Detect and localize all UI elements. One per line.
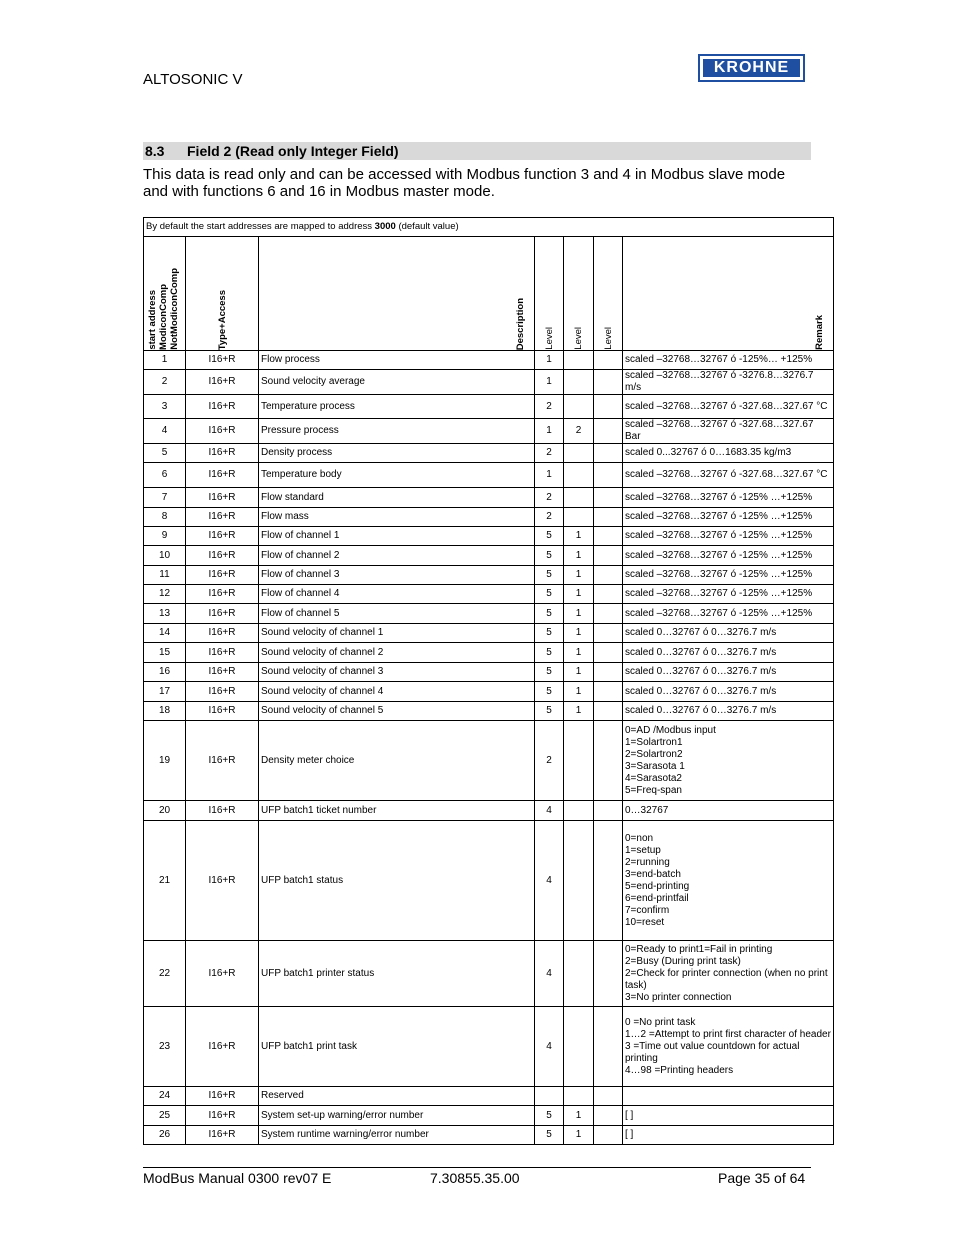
cell-level-2: [564, 488, 594, 508]
cell-type: I16+R: [186, 941, 259, 1007]
footer-page-number: Page 35 of 64: [718, 1170, 806, 1186]
cell-level-3: [594, 370, 623, 395]
cell-remark: 0=Ready to print1=Fail in printing 2=Busy (During print task) 2=Check for printer connection (when no print task) 3=No printer connection: [623, 941, 834, 1007]
cell-type: I16+R: [186, 663, 259, 682]
cell-type: I16+R: [186, 566, 259, 585]
table-row: [144, 663, 834, 682]
cell-level-2: 1: [564, 566, 594, 585]
cell-remark: [ ]: [623, 1106, 834, 1126]
cell-level-1: 5: [535, 527, 564, 546]
cell-address: 24: [144, 1087, 186, 1106]
table-row: [144, 1106, 834, 1126]
cell-remark: scaled 0…32767 ó 0…3276.7 m/s: [623, 663, 834, 682]
cell-type: I16+R: [186, 351, 259, 370]
document-title: ALTOSONIC V: [143, 71, 243, 88]
header-level-3-label: Level: [602, 327, 614, 350]
cell-type: I16+R: [186, 1106, 259, 1126]
cell-remark: scaled –32768…32767 ó -125% …+125%: [623, 527, 834, 546]
cell-address: 23: [144, 1007, 186, 1087]
cell-level-3: [594, 527, 623, 546]
cell-address: 16: [144, 663, 186, 682]
cell-description: Flow mass: [259, 508, 535, 527]
cell-address: 26: [144, 1126, 186, 1145]
cell-level-2: 1: [564, 663, 594, 682]
cell-level-1: 1: [535, 419, 564, 444]
header-remark: [623, 237, 834, 351]
cell-address: 11: [144, 566, 186, 585]
cell-description: Sound velocity of channel 3: [259, 663, 535, 682]
note-default-address: 3000: [374, 221, 396, 232]
cell-address: 18: [144, 702, 186, 721]
table-row: [144, 1007, 834, 1087]
cell-level-1: 4: [535, 801, 564, 821]
cell-remark: scaled 0…32767 ó 0…3276.7 m/s: [623, 624, 834, 643]
cell-type: I16+R: [186, 821, 259, 941]
cell-level-3: [594, 488, 623, 508]
header-description: [259, 237, 535, 351]
cell-remark: scaled –32768…32767 ó -327.68…327.67 Bar: [623, 419, 834, 444]
cell-level-3: [594, 1087, 623, 1106]
header-description-label: Description: [515, 297, 526, 350]
cell-remark: 0=non 1=setup 2=running 3=end-batch 5=end-printing 6=end-printfail 7=confirm 10=reset: [623, 821, 834, 941]
cell-type: I16+R: [186, 546, 259, 566]
cell-type: I16+R: [186, 444, 259, 463]
table-row: [144, 1126, 834, 1145]
cell-level-2: 1: [564, 527, 594, 546]
cell-type: I16+R: [186, 643, 259, 663]
footer-rule: [143, 1167, 811, 1168]
cell-remark: scaled –32768…32767 ó -125% …+125%: [623, 566, 834, 585]
cell-level-1: 1: [535, 463, 564, 488]
cell-level-2: [564, 821, 594, 941]
table-note: [144, 218, 834, 237]
cell-level-3: [594, 721, 623, 801]
cell-level-1: 2: [535, 508, 564, 527]
cell-address: 4: [144, 419, 186, 444]
cell-type: I16+R: [186, 463, 259, 488]
cell-level-1: 5: [535, 1126, 564, 1145]
register-table: [143, 217, 834, 1145]
cell-address: 19: [144, 721, 186, 801]
header-modicon-label: ModiconComp: [158, 284, 169, 350]
cell-remark: 0=AD /Modbus input 1=Solartron1 2=Solartron2 3=Sarasota 1 4=Sarasota2 5=Freq-span: [623, 721, 834, 801]
cell-type: I16+R: [186, 488, 259, 508]
cell-level-3: [594, 351, 623, 370]
table-row: [144, 682, 834, 702]
cell-level-3: [594, 663, 623, 682]
cell-remark: 0 =No print task 1…2 =Attempt to print first character of header 3 =Time out value countdown for actual printing 4…98 =Printing headers: [623, 1007, 834, 1087]
section-number: 8.3: [145, 143, 165, 159]
header-level-2-label: Level: [573, 327, 584, 350]
table-row: [144, 821, 834, 941]
cell-description: Flow of channel 4: [259, 585, 535, 604]
cell-remark: scaled –32768…32767 ó -327.68…327.67 °C: [623, 395, 834, 419]
cell-description: UFP batch1 status: [259, 821, 535, 941]
table-row: [144, 624, 834, 643]
cell-type: I16+R: [186, 395, 259, 419]
cell-address: 5: [144, 444, 186, 463]
cell-address: 2: [144, 370, 186, 395]
footer-manual: ModBus Manual 0300 rev07 E: [143, 1170, 332, 1186]
cell-description: System runtime warning/error number: [259, 1126, 535, 1145]
cell-address: 13: [144, 604, 186, 624]
cell-level-1: 5: [535, 604, 564, 624]
cell-level-3: [594, 941, 623, 1007]
cell-address: 21: [144, 821, 186, 941]
table-row: [144, 702, 834, 721]
section-heading: [143, 142, 811, 160]
cell-remark: scaled 0…32767 ó 0…3276.7 m/s: [623, 702, 834, 721]
header-level-2: [564, 237, 594, 351]
cell-remark: 0…32767: [623, 801, 834, 821]
cell-address: 1: [144, 351, 186, 370]
cell-level-3: [594, 444, 623, 463]
cell-level-2: 1: [564, 585, 594, 604]
cell-description: Flow process: [259, 351, 535, 370]
table-header-row: [144, 237, 834, 351]
cell-description: Sound velocity of channel 2: [259, 643, 535, 663]
header-type-access-label: Type+Access: [216, 289, 228, 350]
cell-level-1: 1: [535, 370, 564, 395]
cell-description: Flow of channel 5: [259, 604, 535, 624]
table-row: [144, 370, 834, 395]
cell-level-2: [564, 351, 594, 370]
cell-description: Flow of channel 1: [259, 527, 535, 546]
header-type-access: [186, 237, 259, 351]
cell-level-2: 1: [564, 682, 594, 702]
table-row: [144, 604, 834, 624]
cell-description: UFP batch1 ticket number: [259, 801, 535, 821]
cell-level-2: [564, 941, 594, 1007]
cell-type: I16+R: [186, 604, 259, 624]
cell-type: I16+R: [186, 1007, 259, 1087]
header-level-1: [535, 237, 564, 351]
cell-description: UFP batch1 print task: [259, 1007, 535, 1087]
table-row: [144, 801, 834, 821]
table-row: [144, 463, 834, 488]
cell-level-3: [594, 604, 623, 624]
cell-level-2: 1: [564, 624, 594, 643]
header-notmodicon-label: NotModiconComp: [169, 268, 180, 350]
cell-level-2: [564, 370, 594, 395]
cell-type: I16+R: [186, 585, 259, 604]
cell-level-3: [594, 1007, 623, 1087]
header-level-3: [594, 237, 623, 351]
table-row: [144, 721, 834, 801]
cell-remark: scaled –32768…32767 ó -125% …+125%: [623, 546, 834, 566]
cell-level-1: 5: [535, 624, 564, 643]
cell-level-1: 4: [535, 821, 564, 941]
cell-description: Sound velocity average: [259, 370, 535, 395]
cell-level-2: [564, 395, 594, 419]
intro-paragraph: This data is read only and can be accessed with Modbus function 3 and 4 in Modbus slave mode and with functions 6 and 16 in Modbus master mode.: [143, 166, 786, 200]
cell-level-3: [594, 419, 623, 444]
cell-level-3: [594, 643, 623, 663]
cell-level-2: 1: [564, 702, 594, 721]
table-row: [144, 527, 834, 546]
cell-level-3: [594, 1126, 623, 1145]
table-row: [144, 546, 834, 566]
cell-type: I16+R: [186, 527, 259, 546]
table-row: [144, 419, 834, 444]
cell-address: 8: [144, 508, 186, 527]
cell-level-3: [594, 1106, 623, 1126]
cell-description: Flow of channel 3: [259, 566, 535, 585]
cell-level-1: 5: [535, 546, 564, 566]
cell-level-2: [564, 463, 594, 488]
cell-level-2: 2: [564, 419, 594, 444]
cell-remark: scaled –32768…32767 ó -125% …+125%: [623, 604, 834, 624]
cell-address: 20: [144, 801, 186, 821]
cell-type: I16+R: [186, 721, 259, 801]
cell-level-1: 2: [535, 395, 564, 419]
section-title: Field 2 (Read only Integer Field): [187, 143, 399, 159]
cell-level-2: 1: [564, 643, 594, 663]
cell-description: Pressure process: [259, 419, 535, 444]
cell-level-3: [594, 624, 623, 643]
cell-description: System set-up warning/error number: [259, 1106, 535, 1126]
logo-text: KROHNE: [703, 59, 800, 77]
cell-remark: [623, 1087, 834, 1106]
cell-description: Flow standard: [259, 488, 535, 508]
note-suffix: (default value): [395, 221, 459, 232]
cell-description: Density process: [259, 444, 535, 463]
cell-remark: scaled –32768…32767 ó -327.68…327.67 °C: [623, 463, 834, 488]
table-row: [144, 585, 834, 604]
cell-level-1: 5: [535, 566, 564, 585]
cell-address: 22: [144, 941, 186, 1007]
cell-type: I16+R: [186, 370, 259, 395]
cell-level-3: [594, 821, 623, 941]
cell-level-3: [594, 682, 623, 702]
cell-level-1: [535, 1087, 564, 1106]
cell-type: I16+R: [186, 801, 259, 821]
cell-level-2: [564, 1087, 594, 1106]
cell-level-2: 1: [564, 546, 594, 566]
cell-type: I16+R: [186, 419, 259, 444]
cell-description: Temperature process: [259, 395, 535, 419]
table-row: [144, 508, 834, 527]
cell-level-2: 1: [564, 1106, 594, 1126]
cell-description: Reserved: [259, 1087, 535, 1106]
cell-type: I16+R: [186, 624, 259, 643]
cell-level-1: 1: [535, 351, 564, 370]
cell-level-3: [594, 702, 623, 721]
cell-description: Density meter choice: [259, 721, 535, 801]
cell-type: I16+R: [186, 1087, 259, 1106]
header-remark-label: Remark: [814, 315, 825, 350]
cell-remark: scaled –32768…32767 ó -125% …+125%: [623, 508, 834, 527]
cell-level-1: 5: [535, 643, 564, 663]
cell-level-1: 4: [535, 941, 564, 1007]
cell-address: 12: [144, 585, 186, 604]
cell-remark: scaled 0…32767 ó 0…3276.7 m/s: [623, 682, 834, 702]
cell-address: 15: [144, 643, 186, 663]
cell-address: 7: [144, 488, 186, 508]
cell-address: 25: [144, 1106, 186, 1126]
cell-type: I16+R: [186, 682, 259, 702]
table-row: [144, 395, 834, 419]
table-row: [144, 941, 834, 1007]
header-level-1-label: Level: [543, 327, 555, 350]
cell-level-1: 5: [535, 663, 564, 682]
header-start-address: [144, 237, 186, 351]
cell-level-2: [564, 508, 594, 527]
cell-remark: scaled –32768…32767 ó -125% …+125%: [623, 488, 834, 508]
cell-level-2: [564, 1007, 594, 1087]
cell-description: UFP batch1 printer status: [259, 941, 535, 1007]
header-start-address-label: start address: [147, 290, 158, 350]
krohne-logo: [698, 54, 805, 82]
cell-address: 10: [144, 546, 186, 566]
cell-description: Sound velocity of channel 1: [259, 624, 535, 643]
footer-doc-number: 7.30855.35.00: [430, 1170, 520, 1186]
note-text: By default the start addresses are mapped to address: [146, 221, 375, 232]
table-row: [144, 1087, 834, 1106]
cell-remark: scaled –32768…32767 ó -3276.8…3276.7 m/s: [623, 370, 834, 395]
cell-description: Temperature body: [259, 463, 535, 488]
cell-remark: scaled –32768…32767 ó -125% …+125%: [623, 585, 834, 604]
table-row: [144, 488, 834, 508]
cell-address: 17: [144, 682, 186, 702]
cell-remark: scaled 0...32767 ó 0…1683.35 kg/m3: [623, 444, 834, 463]
cell-level-2: [564, 801, 594, 821]
table-row: [144, 566, 834, 585]
cell-level-2: [564, 444, 594, 463]
cell-remark: [ ]: [623, 1126, 834, 1145]
cell-address: 14: [144, 624, 186, 643]
cell-remark: scaled 0…32767 ó 0…3276.7 m/s: [623, 643, 834, 663]
cell-address: 6: [144, 463, 186, 488]
cell-level-1: 5: [535, 702, 564, 721]
cell-description: Sound velocity of channel 5: [259, 702, 535, 721]
cell-type: I16+R: [186, 1126, 259, 1145]
cell-level-1: 2: [535, 444, 564, 463]
cell-level-2: [564, 721, 594, 801]
cell-level-3: [594, 801, 623, 821]
cell-type: I16+R: [186, 508, 259, 527]
cell-level-1: 5: [535, 585, 564, 604]
cell-level-3: [594, 395, 623, 419]
cell-level-1: 5: [535, 1106, 564, 1126]
cell-level-3: [594, 546, 623, 566]
cell-description: Flow of channel 2: [259, 546, 535, 566]
cell-level-3: [594, 566, 623, 585]
cell-level-3: [594, 585, 623, 604]
cell-type: I16+R: [186, 702, 259, 721]
table-row: [144, 643, 834, 663]
table-row: [144, 351, 834, 370]
cell-address: 9: [144, 527, 186, 546]
table-note-row: [144, 218, 834, 237]
cell-level-3: [594, 508, 623, 527]
cell-level-1: 2: [535, 488, 564, 508]
cell-level-1: 5: [535, 682, 564, 702]
cell-address: 3: [144, 395, 186, 419]
cell-level-2: 1: [564, 1126, 594, 1145]
cell-level-1: 2: [535, 721, 564, 801]
cell-level-1: 4: [535, 1007, 564, 1087]
cell-level-2: 1: [564, 604, 594, 624]
table-row: [144, 444, 834, 463]
cell-remark: scaled –32768…32767 ó -125%… +125%: [623, 351, 834, 370]
cell-description: Sound velocity of channel 4: [259, 682, 535, 702]
cell-level-3: [594, 463, 623, 488]
